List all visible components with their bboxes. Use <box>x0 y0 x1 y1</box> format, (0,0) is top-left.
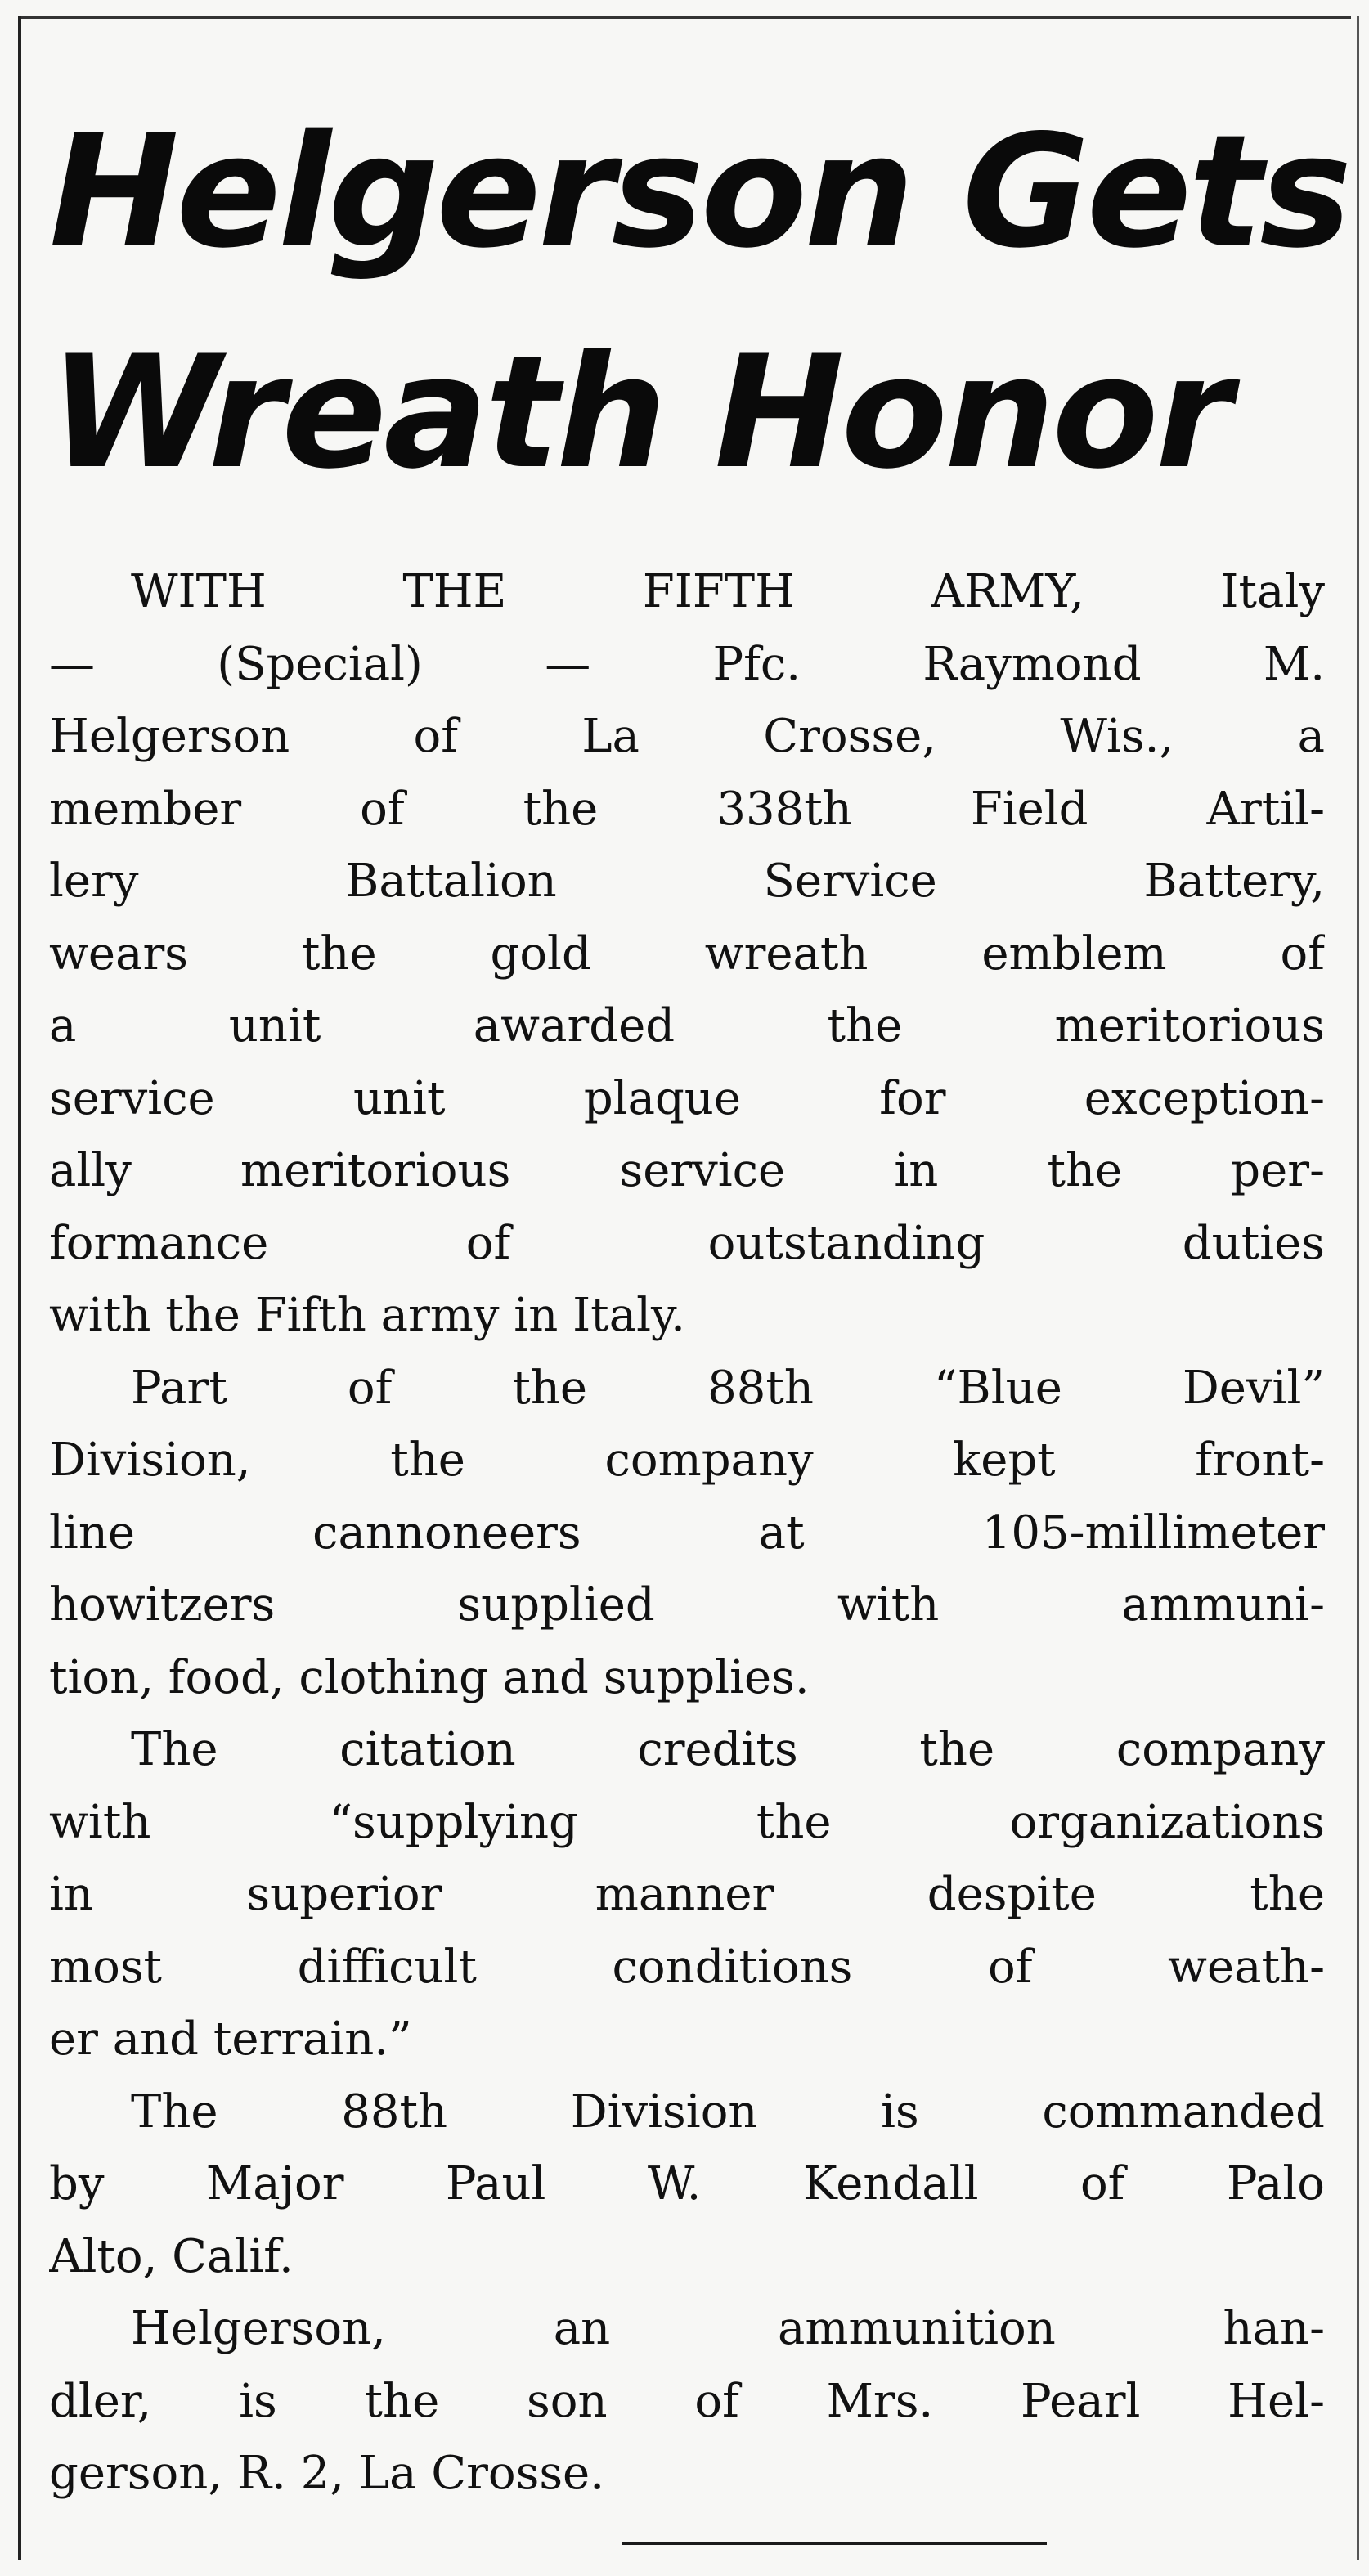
article-line: dler, is the son of Mrs. Pearl Hel- <box>49 2374 1325 2428</box>
article-line: Part of the 88th “Blue Devil” <box>131 1361 1325 1415</box>
article-line: most difficult conditions of weath- <box>49 1940 1325 1994</box>
article-line: lery Battalion Service Battery, <box>49 855 1325 908</box>
article-line: Helgerson of La Crosse, Wis., a <box>49 710 1325 763</box>
headline-line-1: Helgerson Gets <box>49 101 1349 282</box>
top-border-rule <box>18 16 1351 19</box>
article-line: wears the gold wreath emblem of <box>49 927 1325 981</box>
headline-line-2: Wreath Honor <box>49 322 1229 503</box>
article-line: gerson, R. 2, La Crosse. <box>49 2447 604 2500</box>
article-line: howitzers supplied with ammuni- <box>49 1578 1325 1631</box>
article-line: with the Fifth army in Italy. <box>49 1289 685 1342</box>
article-line: line cannoneers at 105-millimeter <box>49 1506 1325 1560</box>
article-line: The 88th Division is commanded <box>131 2085 1325 2138</box>
article-line: tion, food, clothing and supplies. <box>49 1650 810 1704</box>
article-line: by Major Paul W. Kendall of Palo <box>49 2157 1325 2210</box>
article-line: service unit plaque for exception- <box>49 1071 1325 1125</box>
article-headline <box>49 82 1349 523</box>
left-column-rule <box>18 16 21 2560</box>
article-line: Alto, Calif. <box>49 2229 294 2283</box>
article-line: Helgerson, an ammunition han- <box>131 2302 1325 2355</box>
article-line: ally meritorious service in the per- <box>49 1144 1325 1197</box>
article-line: member of the 338th Field Artil- <box>49 782 1325 836</box>
article-line: WITH THE FIFTH ARMY, Italy <box>131 565 1325 618</box>
article-line: er and terrain.” <box>49 2013 412 2066</box>
article-line: a unit awarded the meritorious <box>49 999 1325 1052</box>
article-line: with “supplying the organizations <box>49 1795 1325 1849</box>
right-border-rule <box>1357 16 1359 2560</box>
article-line: — (Special) — Pfc. Raymond M. <box>49 637 1325 691</box>
article-line: in superior manner despite the <box>49 1868 1325 1921</box>
bottom-column-rule <box>622 2542 1047 2545</box>
article-body <box>49 556 1325 2511</box>
article-line: Division, the company kept front- <box>49 1434 1325 1487</box>
article-line: The citation credits the company <box>131 1723 1325 1776</box>
article-line: formance of outstanding duties <box>49 1216 1325 1270</box>
